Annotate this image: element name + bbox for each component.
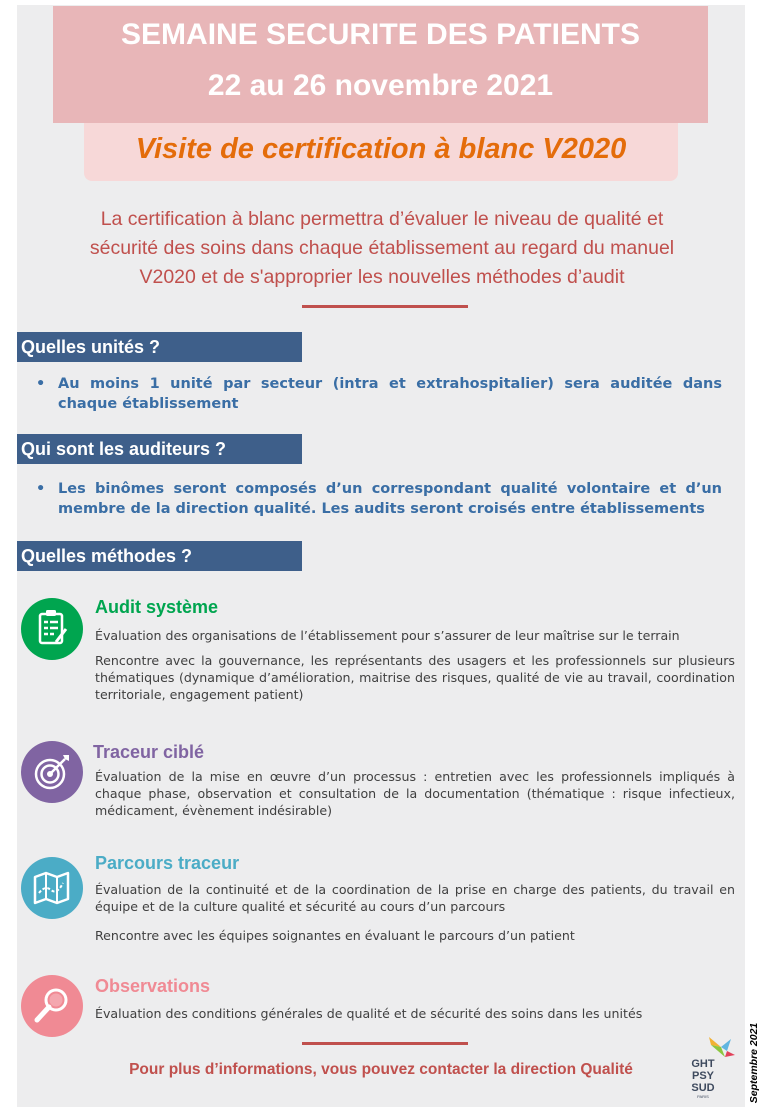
logo-line: PARIS [697,1094,709,1099]
clipboard-icon [21,598,83,660]
map-icon [21,857,83,919]
publication-date [747,1020,761,1105]
logo-line: PSY [691,1070,715,1082]
magnifier-icon [21,975,83,1037]
method-title-traceur-cible: Traceur ciblé [93,742,205,762]
method-title-audit-systeme: Audit système [95,597,219,617]
method-title-observations: Observations [95,976,211,996]
target-icon [21,741,83,803]
bullet-auditors [36,479,722,519]
bullet-text: Les binômes seront composés d’un correspondant qualité volontaire et d’un membre de la direction qualité. Les audits seront croisés entre établissements [58,481,722,517]
logo-line: GHT [691,1058,715,1070]
intro-line: sécurité des soins dans chaque établissement au regard du manuel [89,237,675,259]
bullet-units [36,374,722,414]
bullet-dot: • [36,376,46,392]
ght-logo [681,1035,739,1105]
section-heading-methods: Quelles méthodes ? [17,541,302,571]
method-text: Rencontre avec la gouvernance, les représentants des usagers et les professionnels sur plusieurs thématiques (dynamique d’amélioration, maitrise des risques, qualité de vie au travail, coordination territoriale, engagement patient) [95,653,735,702]
method-text: Évaluation de la continuité et de la coordination de la prise en charge des patients, du travail en équipe et de la culture qualité et sécurité au cours d’un parcours [95,882,735,914]
divider [302,305,468,308]
section-heading-auditors: Qui sont les auditeurs ? [17,434,302,464]
contact-footer: Pour plus d’informations, vous pouvez contacter la direction Qualité [129,1061,633,1078]
subtitle-banner [84,123,678,181]
method-text: Évaluation des organisations de l’établissement pour s’assurer de leur maîtrise sur le terrain [95,628,680,643]
intro-text [37,205,727,292]
method-text: Évaluation des conditions générales de qualité et de sécurité des soins dans les unités [95,1006,643,1021]
poster-title: SEMAINE SECURITE DES PATIENTS [121,18,640,51]
poster-page [17,5,745,1107]
poster-subtitle: Visite de certification à blanc V2020 [135,133,627,165]
method-text: Évaluation de la mise en œuvre d’un processus : entretien avec les professionnels impliqués à chaque phase, observation et consultation de la documentation (thématique : risque infectieux, médicament, évènement indésirable) [95,769,735,818]
bullet-text: Au moins 1 unité par secteur (intra et extrahospitalier) sera auditée dans chaque établissement [58,376,722,412]
section-heading-units: Quelles unités ? [17,332,302,362]
poster-dates: 22 au 26 novembre 2021 [207,69,554,102]
intro-line: V2020 et de s'approprier les nouvelles méthodes d’audit [139,266,625,288]
method-text: Rencontre avec les équipes soignantes en évaluant le parcours d’un patient [95,928,575,943]
bullet-dot: • [36,481,46,497]
method-title-parcours-traceur: Parcours traceur [95,853,240,873]
publication-date-text: Septembre 2021 [748,1022,760,1103]
intro-line: La certification à blanc permettra d’évaluer le niveau de qualité et [100,208,664,230]
logo-line: SUD [691,1082,715,1094]
header-banner [53,6,708,123]
divider [302,1042,468,1045]
